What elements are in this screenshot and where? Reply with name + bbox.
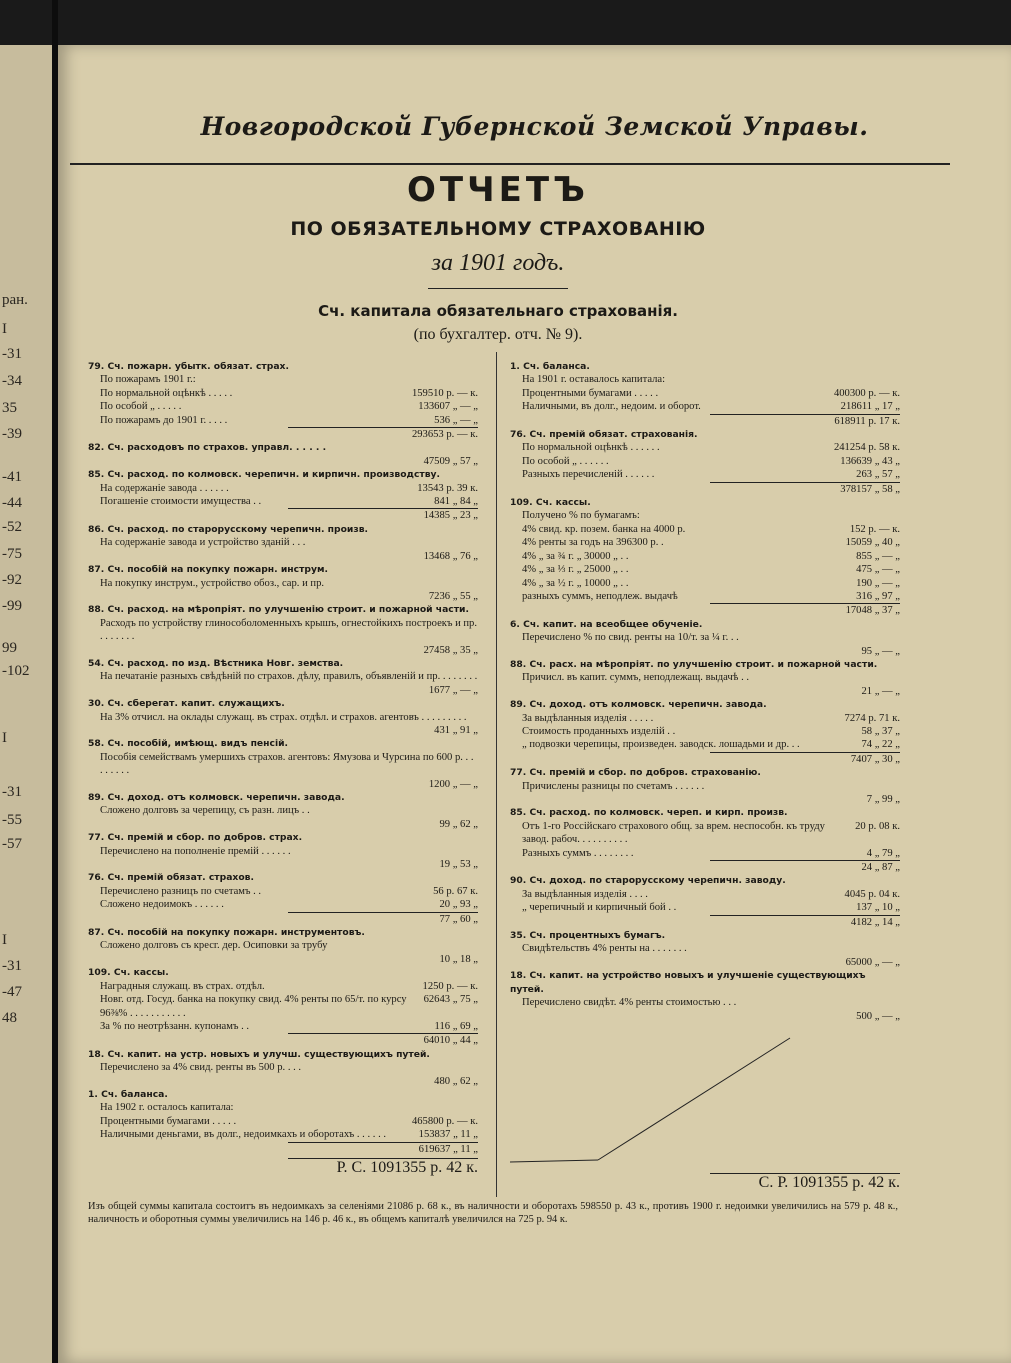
entry-line bbox=[510, 725, 900, 738]
line-text: Получено % по бумагамъ: bbox=[522, 510, 640, 522]
account-entry bbox=[88, 523, 478, 563]
line-text: По нормальной оцѣнкѣ . . . . . . bbox=[522, 442, 660, 454]
line-amount: 20 „ 93 „ bbox=[439, 899, 478, 911]
account-heading: 87. Сч. пособій на покупку пожарн. инструментовъ. bbox=[88, 927, 365, 939]
margin-number: -47 bbox=[2, 984, 22, 1000]
line-amount: 218611 „ 17 „ bbox=[840, 401, 900, 413]
account-heading: 90. Сч. доход. по старорусскому черепичн. заводу. bbox=[510, 875, 786, 887]
line-text: Процентными бумагами . . . . . bbox=[522, 387, 659, 399]
account-entry bbox=[510, 806, 900, 874]
entry-line bbox=[510, 712, 900, 725]
entry-total: 293653 р. — к. bbox=[288, 427, 478, 441]
account-heading: 85. Сч. расход. по колмовск. черепичн. и кирпичн. производству. bbox=[88, 469, 441, 481]
line-text: Перечислено % по свид. ренты на 10/т. за ¼ г. . . bbox=[522, 632, 739, 644]
account-heading: 1. Сч. баланса. bbox=[88, 1088, 168, 1100]
margin-number: -99 bbox=[2, 598, 22, 614]
entry-total: 7407 „ 30 „ bbox=[710, 752, 900, 766]
entry-line bbox=[510, 847, 900, 860]
line-text: Сложено долговъ съ кресг. дер. Осиповки за трубу bbox=[100, 940, 328, 952]
line-text: По особой „ . . . . . bbox=[100, 401, 182, 413]
account-heading: 35. Сч. процентныхъ бумагъ. bbox=[510, 930, 666, 942]
line-amount: 15059 „ 40 „ bbox=[845, 537, 900, 549]
line-text: 4% ренты за годъ на 396300 р. . bbox=[522, 537, 664, 549]
margin-number: -52 bbox=[2, 519, 22, 535]
entry-line bbox=[510, 373, 900, 386]
line-text: Причислены разницы по счетамъ . . . . . . bbox=[522, 780, 705, 792]
line-text: „ подвозки черепицы, произведен. заводск. лошадьми и др. . . bbox=[522, 739, 800, 751]
account-entry bbox=[88, 657, 478, 697]
margin-number: -39 bbox=[2, 426, 22, 442]
entry-line bbox=[510, 820, 900, 847]
line-text: Свидѣтельствъ 4% ренты на . . . . . . . bbox=[522, 943, 687, 955]
line-amount: 241254 р. 58 к. bbox=[833, 442, 900, 454]
line-text: На 1901 г. оставалось капитала: bbox=[522, 374, 666, 386]
entry-total: 1677 „ — „ bbox=[428, 684, 478, 696]
header-rule bbox=[70, 163, 950, 165]
account-heading: 109. Сч. кассы. bbox=[510, 497, 591, 509]
line-text: Разныхъ суммъ . . . . . . . . bbox=[522, 847, 634, 859]
line-amount: 190 „ — „ bbox=[856, 577, 900, 589]
line-text: За выдѣланныя изделія . . . . . bbox=[522, 712, 654, 724]
line-text: По пожарамъ до 1901 г. . . . . bbox=[100, 414, 228, 426]
entry-line bbox=[88, 751, 478, 778]
line-amount: 153837 „ 11 „ bbox=[418, 1129, 478, 1141]
entry-line bbox=[88, 482, 478, 495]
title-rule bbox=[428, 288, 568, 289]
line-text: Причисл. въ капит. суммъ, неподлежащ. выдачѣ . . bbox=[522, 672, 750, 684]
account-heading: 77. Сч. премій и сбор. по добров. страхованію. bbox=[510, 767, 761, 779]
account-entry bbox=[510, 698, 900, 766]
margin-number: 35 bbox=[2, 400, 17, 416]
entry-line bbox=[510, 888, 900, 901]
margin-number: ран. bbox=[2, 292, 28, 308]
entry-total: 47509 „ 57 „ bbox=[423, 455, 478, 467]
entry-line bbox=[510, 509, 900, 522]
entry-total: 7236 „ 55 „ bbox=[428, 590, 478, 602]
entry-total: 65000 „ — „ bbox=[845, 956, 900, 968]
margin-number: I bbox=[2, 730, 7, 746]
entry-line bbox=[510, 631, 900, 644]
line-amount: 475 „ — „ bbox=[856, 564, 900, 576]
line-text: разныхъ суммъ, неподлеж. выдачѣ bbox=[522, 590, 678, 602]
entry-line bbox=[510, 536, 900, 549]
entry-total: 7 „ 99 „ bbox=[866, 794, 900, 805]
account-entry bbox=[510, 658, 900, 698]
account-entry bbox=[88, 791, 478, 831]
section-title: Сч. капитала обязательнаго страхованія. bbox=[318, 302, 678, 320]
entry-total: 1200 „ — „ bbox=[428, 778, 478, 790]
line-amount: 400300 р. — к. bbox=[833, 387, 900, 399]
entry-line bbox=[510, 468, 900, 481]
account-entry bbox=[88, 737, 478, 791]
line-text: Расходъ по устройству глинособоломенныхъ крышъ, огнестойкихъ построекъ и пр. . . . . . . . bbox=[100, 617, 477, 643]
line-text: Пособія семействамъ умершихъ страхов. агентовъ: Ямузова и Чурсина по 600 р. . . . . . . . . bbox=[100, 751, 474, 777]
entry-line bbox=[88, 1101, 478, 1114]
margin-number: -102 bbox=[2, 663, 30, 679]
line-text: Сложено долговъ за черепицу, съ разн. лицъ . . bbox=[100, 805, 310, 817]
line-amount: 1250 р. — к. bbox=[422, 980, 478, 992]
line-amount: 13543 р. 39 к. bbox=[417, 482, 478, 494]
line-text: На покупку инструм., устройство обоз., сар. и пр. bbox=[100, 577, 325, 589]
margin-number: -31 bbox=[2, 958, 22, 974]
line-amount: 4 „ 79 „ bbox=[866, 847, 900, 859]
account-heading: 86. Сч. расход. по старорусскому черепичн. произв. bbox=[88, 523, 368, 535]
entry-line bbox=[88, 993, 478, 1020]
account-entry bbox=[88, 697, 478, 737]
section-subtitle: (по бухгалтер. отч. № 9). bbox=[413, 326, 583, 343]
margin-number: -44 bbox=[2, 495, 22, 511]
margin-number: -34 bbox=[2, 373, 22, 389]
account-heading: 18. Сч. капит. на устр. новыхъ и улучш. существующихъ путей. bbox=[88, 1048, 430, 1060]
line-text: Процентными бумагами . . . . . bbox=[100, 1115, 237, 1127]
account-entry bbox=[88, 871, 478, 926]
column-sum: С. Р. 1091355 р. 42 к. bbox=[710, 1173, 900, 1192]
line-amount: 465800 р. — к. bbox=[411, 1115, 478, 1127]
line-text: На печатаніе разныхъ свѣдѣній по страхов. дѣлу, правилъ, объявленій и пр. . . . . . . . bbox=[100, 671, 478, 683]
margin-number: -57 bbox=[2, 836, 22, 852]
entry-total: 14385 „ 23 „ bbox=[288, 508, 478, 522]
account-heading: 82. Сч. расходовъ по страхов. управл. . . . . . bbox=[88, 442, 327, 454]
margin-number: -31 bbox=[2, 346, 22, 362]
account-heading: 87. Сч. пособій на покупку пожарн. инструм. bbox=[88, 564, 328, 576]
line-amount: 133607 „ — „ bbox=[418, 401, 478, 413]
margin-number: I bbox=[2, 321, 7, 337]
entry-line bbox=[88, 577, 478, 590]
line-text: Наличными, въ долг., недоим. и оборот. bbox=[522, 401, 701, 413]
entry-line bbox=[510, 441, 900, 454]
margin-number: 99 bbox=[2, 640, 17, 656]
entry-line bbox=[88, 373, 478, 386]
line-text: 4% „ за ⅓ г. „ 25000 „ . . bbox=[522, 564, 629, 576]
margin-number: -41 bbox=[2, 469, 22, 485]
entry-line bbox=[88, 885, 478, 898]
line-amount: 137 „ 10 „ bbox=[856, 902, 900, 914]
line-text: Стоимость проданныхъ изделій . . bbox=[522, 725, 676, 737]
entry-line bbox=[88, 670, 478, 683]
account-heading: 30. Сч. сберегат. капит. служащихъ. bbox=[88, 698, 285, 710]
debit-column bbox=[88, 360, 478, 1177]
entry-line bbox=[88, 400, 478, 413]
entry-line bbox=[510, 523, 900, 536]
account-entry bbox=[88, 1088, 478, 1156]
line-amount: 58 „ 37 „ bbox=[861, 725, 900, 737]
account-heading: 88. Сч. расх. на мѣропріят. по улучшенію строит. и пожарной части. bbox=[510, 658, 878, 670]
entry-total: 13468 „ 76 „ bbox=[423, 550, 478, 562]
line-text: На 3% отчисл. на оклады служащ. въ страх. отдѣл. и страхов. агентовъ . . . . . . . . . bbox=[100, 711, 467, 723]
entry-total: 378157 „ 58 „ bbox=[710, 482, 900, 496]
entry-total: 618911 р. 17 к. bbox=[710, 414, 900, 428]
line-amount: 4045 р. 04 к. bbox=[844, 888, 900, 900]
account-heading: 18. Сч. капит. на устройство новыхъ и улучшеніе существующихъ путей. bbox=[510, 970, 866, 995]
account-heading: 85. Сч. расход. по колмовск. череп. и кирп. произв. bbox=[510, 807, 788, 819]
entry-total: 10 „ 18 „ bbox=[439, 953, 478, 965]
entry-total: 99 „ 62 „ bbox=[439, 818, 478, 830]
account-entry bbox=[88, 360, 478, 441]
line-text: За выдѣланныя изделія . . . . bbox=[522, 888, 648, 900]
entry-line bbox=[88, 536, 478, 549]
entry-total: 431 „ 91 „ bbox=[434, 724, 478, 736]
entry-line bbox=[510, 738, 900, 751]
line-text: 4% свид. кр. позем. банка на 4000 р. bbox=[522, 523, 686, 535]
account-heading: 77. Сч. премій и сбор. по добров. страх. bbox=[88, 832, 303, 844]
entry-total: 77 „ 60 „ bbox=[288, 912, 478, 926]
entry-line bbox=[510, 550, 900, 563]
account-heading: 89. Сч. доход. отъ колмовск. черепичн. завода. bbox=[510, 699, 767, 711]
line-amount: 56 р. 67 к. bbox=[433, 885, 478, 897]
account-entry bbox=[510, 496, 900, 618]
report-title: ОТЧЕТЪ bbox=[407, 170, 589, 210]
margin-number: -92 bbox=[2, 572, 22, 588]
margin-number: I bbox=[2, 932, 7, 948]
account-heading: 1. Сч. баланса. bbox=[510, 361, 590, 372]
account-heading: 6. Сч. капит. на всеобщее обученіе. bbox=[510, 618, 703, 630]
line-amount: 152 р. — к. bbox=[849, 523, 900, 535]
account-heading: 79. Сч. пожарн. убытк. обязат. страх. bbox=[88, 361, 289, 372]
report-subtitle: ПО ОБЯЗАТЕЛЬНОМУ СТРАХОВАНІЮ bbox=[290, 218, 706, 240]
page-header: Новгородской Губернской Земской Управы. bbox=[200, 112, 869, 141]
entry-line bbox=[88, 1020, 478, 1033]
line-amount: 159510 р. — к. bbox=[411, 387, 478, 399]
entry-line bbox=[88, 898, 478, 911]
entry-total: 64010 „ 44 „ bbox=[288, 1033, 478, 1047]
line-amount: 841 „ 84 „ bbox=[434, 496, 478, 508]
margin-number: 48 bbox=[2, 1010, 17, 1026]
entry-line bbox=[510, 577, 900, 590]
cancellation-line bbox=[510, 1030, 800, 1170]
line-text: На содержаніе завода и устройство зданій . . . bbox=[100, 537, 306, 549]
line-amount: 74 „ 22 „ bbox=[861, 739, 900, 751]
account-entry bbox=[88, 1048, 478, 1088]
column-divider bbox=[496, 352, 497, 1197]
entry-line bbox=[510, 901, 900, 914]
line-amount: 136639 „ 43 „ bbox=[840, 455, 900, 467]
account-entry bbox=[88, 831, 478, 871]
account-entry bbox=[88, 563, 478, 603]
account-entry bbox=[510, 360, 900, 428]
line-text: Наличными деньгами, въ долг., недоимкахъ и оборотахъ . . . . . . bbox=[100, 1129, 387, 1141]
line-amount: 855 „ — „ bbox=[856, 550, 900, 562]
account-entry bbox=[510, 766, 900, 806]
line-amount: 7274 р. 71 к. bbox=[844, 712, 900, 724]
account-heading: 76. Сч. премій обязат. страхованія. bbox=[510, 429, 698, 441]
previous-page-margin-numbers bbox=[0, 0, 52, 1363]
account-entry bbox=[510, 618, 900, 658]
line-text: Отъ 1-го Россійскаго страхового общ. за врем. неспособн. къ труду завод. рабоч. . . . . . . . . . bbox=[522, 820, 825, 846]
line-text: Новг. отд. Госуд. банка на покупку свид. 4% ренты по 65/т. по курсу 96⅜% . . . . . . . . . . . bbox=[100, 994, 407, 1019]
line-text: За % по неотрѣзанн. купонамъ . . bbox=[100, 1020, 250, 1032]
line-text: Перечислено свидѣт. 4% ренты стоимостью . . . bbox=[522, 997, 737, 1009]
entry-line bbox=[510, 400, 900, 413]
entry-line bbox=[510, 942, 900, 955]
entry-line bbox=[510, 780, 900, 793]
entry-total: 500 „ — „ bbox=[856, 1010, 900, 1022]
account-entry bbox=[88, 966, 478, 1047]
entry-line bbox=[88, 1115, 478, 1128]
column-sum: Р. С. 1091355 р. 42 к. bbox=[288, 1158, 478, 1177]
account-heading: 54. Сч. расход. по изд. Вѣстника Новг. земства. bbox=[88, 657, 344, 669]
line-text: „ черепичный и кирпичный бой . . bbox=[522, 902, 677, 914]
line-amount: 263 „ 57 „ bbox=[856, 469, 900, 481]
entry-line bbox=[510, 590, 900, 603]
margin-number: -75 bbox=[2, 546, 22, 562]
entry-line bbox=[88, 845, 478, 858]
entry-line bbox=[88, 387, 478, 400]
entry-line bbox=[510, 671, 900, 684]
account-entry bbox=[88, 441, 478, 468]
line-amount: 536 „ — „ bbox=[434, 414, 478, 426]
account-heading: 109. Сч. кассы. bbox=[88, 967, 169, 979]
line-text: 4% „ за ¾ г. „ 30000 „ . . bbox=[522, 550, 629, 562]
account-heading: 58. Сч. пособій, имѣющ. видъ пенсій. bbox=[88, 738, 289, 750]
line-text: Погашеніе стоимости имущества . . bbox=[100, 496, 262, 508]
footnote: Изъ общей суммы капитала состоитъ въ недоимкахъ за селеніями 21086 р. 68 к., въ наличности и оборотахъ 598550 р. 43 к., противъ 1900 г. недоимки увеличились на 579 р. 48 к., наличность и оборотныя суммы увеличились на 146 р. 46 к., въ общемъ капиталѣ увеличился на 725 р. 94 к. bbox=[88, 1201, 898, 1226]
line-text: Перечислено на пополненіе премій . . . . . . bbox=[100, 845, 291, 857]
entry-line bbox=[88, 804, 478, 817]
line-text: 4% „ за ½ г. „ 10000 „ . . bbox=[522, 577, 629, 589]
entry-total: 27458 „ 35 „ bbox=[423, 644, 478, 656]
account-entry bbox=[510, 969, 900, 1023]
margin-number: -31 bbox=[2, 784, 22, 800]
entry-line bbox=[88, 980, 478, 993]
line-text: По особой „ . . . . . . bbox=[522, 455, 609, 467]
entry-total: 95 „ — „ bbox=[861, 645, 900, 657]
entry-total: 4182 „ 14 „ bbox=[710, 915, 900, 929]
account-heading: 89. Сч. доход. отъ колмовск. черепичн. завода. bbox=[88, 792, 345, 803]
line-text: Сложено недоимокъ . . . . . . bbox=[100, 899, 224, 911]
line-text: На 1902 г. осталось капитала: bbox=[100, 1102, 234, 1114]
entry-total: 480 „ 62 „ bbox=[434, 1075, 478, 1087]
account-entry bbox=[88, 926, 478, 966]
line-amount: 20 р. 08 к. bbox=[855, 820, 900, 832]
account-heading: 76. Сч. премій обязат. страхов. bbox=[88, 872, 254, 884]
entry-total: 24 „ 87 „ bbox=[710, 860, 900, 874]
entry-total: 17048 „ 37 „ bbox=[710, 603, 900, 617]
entry-total: 19 „ 53 „ bbox=[439, 859, 478, 871]
entry-line bbox=[510, 996, 900, 1009]
line-amount: 316 „ 97 „ bbox=[856, 590, 900, 602]
line-text: По пожарамъ 1901 г.: bbox=[100, 374, 196, 386]
entry-line bbox=[88, 939, 478, 952]
line-text: Перечислено за 4% свид. ренты въ 500 р. . . . bbox=[100, 1062, 302, 1074]
entry-line bbox=[88, 1061, 478, 1074]
entry-line bbox=[88, 1128, 478, 1141]
account-entry bbox=[510, 874, 900, 929]
report-year: за 1901 годъ. bbox=[431, 250, 565, 276]
account-heading: 88. Сч. расход. на мѣропріят. по улучшенію строит. и пожарной части. bbox=[88, 604, 469, 616]
line-text: Разныхъ перечисленій . . . . . . bbox=[522, 469, 655, 481]
line-amount: 62643 „ 75 „ bbox=[423, 994, 478, 1006]
entry-line bbox=[88, 414, 478, 427]
line-text: По нормальной оцѣнкѣ . . . . . bbox=[100, 387, 233, 399]
margin-number: -55 bbox=[2, 812, 22, 828]
line-amount: 116 „ 69 „ bbox=[434, 1020, 478, 1032]
account-entry bbox=[510, 929, 900, 969]
account-entry bbox=[88, 468, 478, 523]
entry-line bbox=[88, 617, 478, 644]
account-entry bbox=[88, 603, 478, 657]
line-text: Перечислено разницъ по счетамъ . . bbox=[100, 885, 262, 897]
entry-line bbox=[510, 563, 900, 576]
account-entry bbox=[510, 428, 900, 496]
entry-total: 21 „ — „ bbox=[861, 685, 900, 697]
entry-total: 619637 „ 11 „ bbox=[288, 1142, 478, 1156]
line-text: Наградныя служащ. въ страх. отдѣл. bbox=[100, 980, 265, 992]
line-text: На содержаніе завода . . . . . . bbox=[100, 482, 229, 494]
entry-line bbox=[88, 495, 478, 508]
entry-line bbox=[510, 387, 900, 400]
entry-line bbox=[510, 455, 900, 468]
entry-line bbox=[88, 711, 478, 724]
